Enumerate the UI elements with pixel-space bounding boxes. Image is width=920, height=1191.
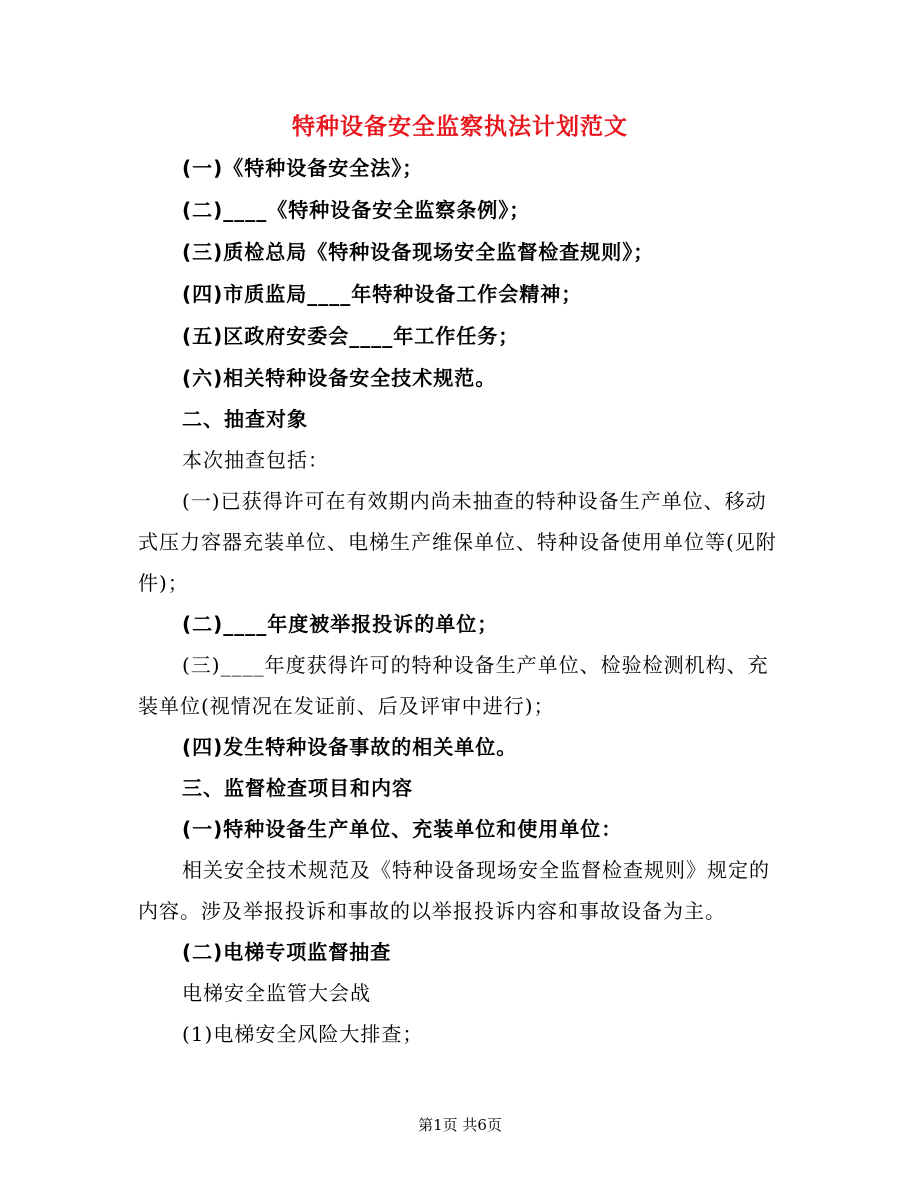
basis-item-6: (六)相关特种设备安全技术规范。 xyxy=(182,366,497,390)
basis-item-4: (四)市质监局____年特种设备工作会精神； xyxy=(182,282,583,306)
basis-item-3: (三)质检总局《特种设备现场安全监督检查规则》； xyxy=(182,240,655,264)
paragraph-line: 式压力容器充装单位、电梯生产维保单位、特种设备使用单位等(见附 xyxy=(138,530,777,554)
paragraph-line: 本次抽查包括： xyxy=(182,448,329,472)
basis-item-1: (一)《特种设备安全法》； xyxy=(182,156,424,180)
section-heading-2: 二、抽查对象 xyxy=(182,407,308,431)
section-heading-3: 三、监督检查项目和内容 xyxy=(182,776,413,800)
paragraph-line: 内容。涉及举报投诉和事故的以举报投诉内容和事故设备为主。 xyxy=(138,899,726,923)
subsection-heading-1: (一)特种设备生产单位、充装单位和使用单位： xyxy=(182,817,623,841)
paragraph-line: 相关安全技术规范及《特种设备现场安全监督检查规则》规定的 xyxy=(182,858,770,882)
document-title: 特种设备安全监察执法计划范文 xyxy=(292,114,628,140)
target-item-4: (四)发生特种设备事故的相关单位。 xyxy=(182,735,518,759)
paragraph-line: 装单位(视情况在发证前、后及评审中进行)； xyxy=(138,694,555,718)
page-footer: 第1页 共6页 xyxy=(418,1116,502,1134)
subsection-heading-2: (二)电梯专项监督抽查 xyxy=(182,940,392,964)
paragraph-line: (一)已获得许可在有效期内尚未抽查的特种设备生产单位、移动 xyxy=(182,489,767,513)
basis-item-5: (五)区政府安委会____年工作任务； xyxy=(182,324,520,348)
basis-item-2: (二)____《特种设备安全监察条例》； xyxy=(182,198,531,222)
paragraph-line: 电梯安全监管大会战 xyxy=(182,981,371,1005)
paragraph-line: (1)电梯安全风险大排查； xyxy=(182,1022,424,1046)
paragraph-line: (三)____年度获得许可的特种设备生产单位、检验检测机构、充 xyxy=(182,653,769,677)
target-item-2: (二)____年度被举报投诉的单位； xyxy=(182,612,499,636)
paragraph-line: 件)； xyxy=(138,571,189,595)
